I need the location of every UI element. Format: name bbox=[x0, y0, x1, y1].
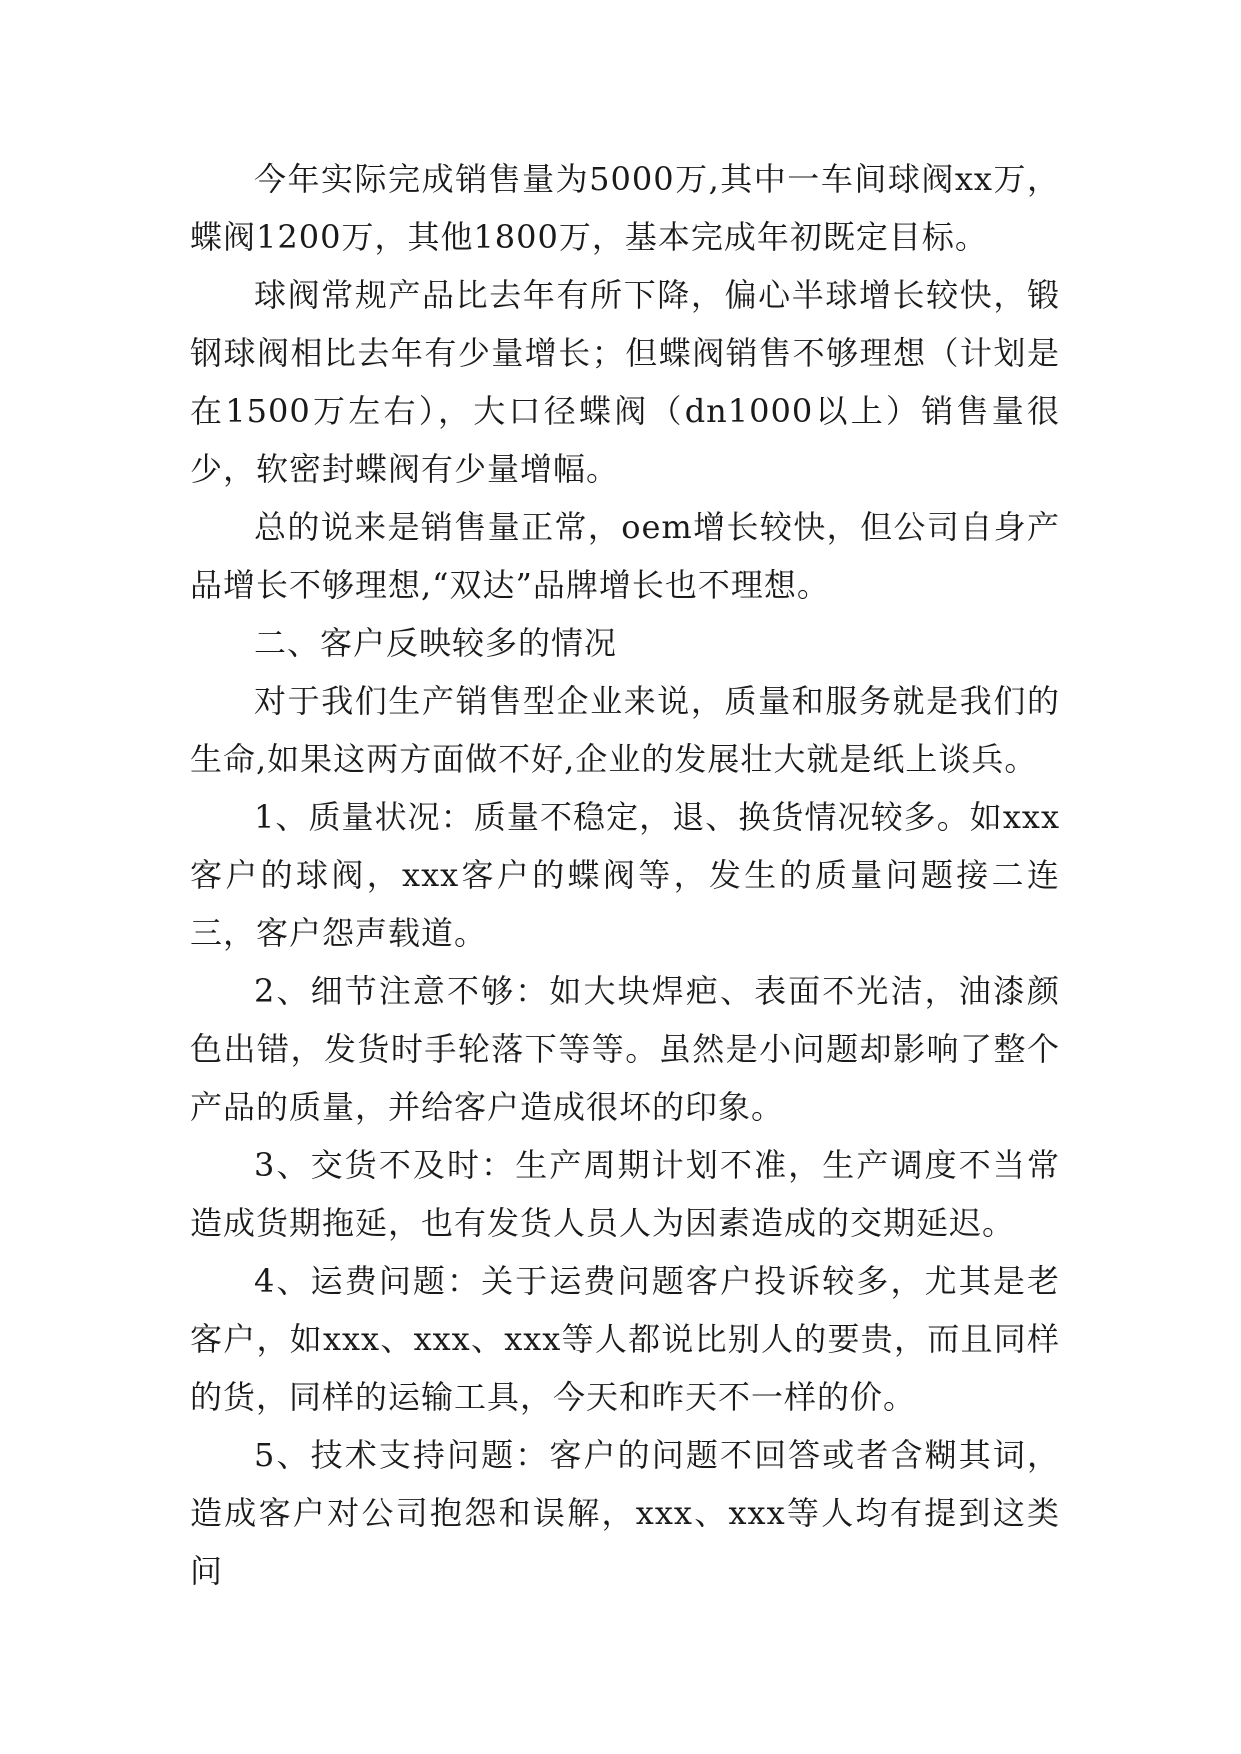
list-item-quality-status: 1、质量状况：质量不稳定，退、换货情况较多。如xxx客户的球阀，xxx客户的蝶阀等，发生的质量问题接二连三，客户怨声载道。 bbox=[190, 798, 1060, 952]
paragraph-overall-conclusion: 总的说来是销售量正常，oem增长较快，但公司自身产品增长不够理想,“双达”品牌增长也不理想。 bbox=[190, 508, 1060, 604]
paragraph-sales-summary: 今年实际完成销售量为5000万,其中一车间球阀xx万，蝶阀1200万，其他1800万，基本完成年初既定目标。 bbox=[190, 160, 1060, 256]
list-item-tech-support: 5、技术支持问题：客户的问题不回答或者含糊其词，造成客户对公司抱怨和误解，xxx、xxx等人均有提到这类问 bbox=[190, 1436, 1060, 1590]
list-item-delivery-timing: 3、交货不及时：生产周期计划不准，生产调度不当常造成货期拖延，也有发货人员人为因素造成的交期延迟。 bbox=[190, 1146, 1060, 1242]
list-item-freight-issue: 4、运费问题：关于运费问题客户投诉较多，尤其是老客户，如xxx、xxx、xxx等人都说比别人的要贵，而且同样的货，同样的运输工具，今天和昨天不一样的价。 bbox=[190, 1262, 1060, 1416]
document-body bbox=[190, 150, 1060, 1600]
list-item-detail-attention: 2、细节注意不够：如大块焊疤、表面不光洁，油漆颜色出错，发货时手轮落下等等。虽然是小问题却影响了整个产品的质量，并给客户造成很坏的印象。 bbox=[190, 972, 1060, 1126]
paragraph-quality-service-intro: 对于我们生产销售型企业来说，质量和服务就是我们的生命,如果这两方面做不好,企业的发展壮大就是纸上谈兵。 bbox=[190, 682, 1060, 778]
section-heading-customer-feedback: 二、客户反映较多的情况 bbox=[254, 624, 618, 662]
paragraph-ball-valve-analysis: 球阀常规产品比去年有所下降，偏心半球增长较快，锻钢球阀相比去年有少量增长；但蝶阀销售不够理想（计划是在1500万左右），大口径蝶阀（dn1000以上）销售量很少，软密封蝶阀有少量增幅。 bbox=[190, 276, 1060, 488]
